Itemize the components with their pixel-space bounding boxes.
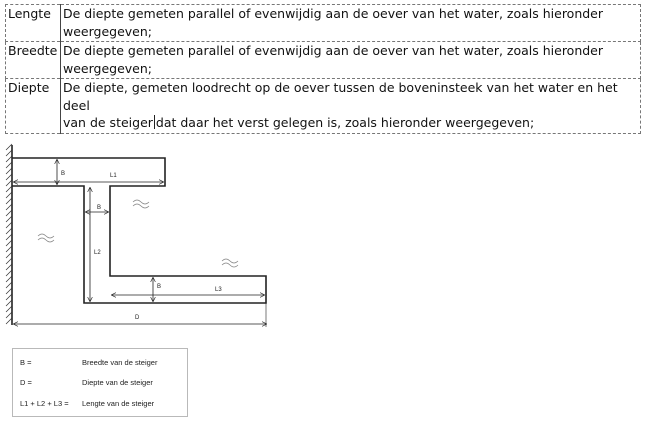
- definition-term: Diepte: [6, 79, 61, 134]
- definition-row-lengte: [6, 5, 641, 42]
- legend-row: [20, 356, 183, 368]
- legend-term: L1 + L2 + L3 =: [20, 398, 69, 408]
- label-b-bottom: B: [157, 284, 162, 290]
- jetty-outline: [12, 158, 266, 303]
- definition-row-diepte: [6, 79, 641, 134]
- definition-description: [61, 79, 641, 134]
- definition-line: weergegeven;: [63, 60, 152, 76]
- definition-line: dat daar het verst gelegen is, zoals hieronder weergegeven;: [155, 115, 535, 130]
- water-wave-icon: [222, 259, 238, 267]
- text-cursor: [154, 115, 155, 129]
- definition-line: De diepte gemeten parallel of evenwijdig aan de oever van het water, zoals hieronder: [63, 43, 604, 58]
- legend-definition: Diepte van de steiger: [82, 377, 153, 387]
- label-l3: L3: [215, 287, 222, 293]
- definition-line: van de steiger: [63, 115, 153, 130]
- water-wave-icon: [38, 234, 54, 242]
- jetty-diagram: [0, 140, 290, 335]
- label-b-mid: B: [97, 205, 102, 211]
- definition-description: [61, 42, 641, 79]
- definition-line: De diepte gemeten parallel of evenwijdig aan de oever van het water, zoals hieronder: [63, 6, 604, 21]
- definition-line: weergegeven;: [63, 23, 152, 39]
- shore-wall: [6, 144, 12, 325]
- label-l1: L1: [110, 173, 117, 179]
- definitions-table: [5, 4, 641, 134]
- definition-line: De diepte, gemeten loodrecht op de oever tussen de boveninsteek van het water en het deel: [63, 80, 618, 113]
- label-l2: L2: [94, 250, 101, 256]
- definition-term: Lengte: [6, 5, 61, 42]
- water-wave-icon: [133, 200, 149, 208]
- legend-row: [20, 376, 183, 388]
- definition-term: Breedte: [6, 42, 61, 79]
- definition-row-breedte: [6, 42, 641, 79]
- legend-definition: Breedte van de steiger: [82, 357, 158, 367]
- legend-term: D =: [20, 377, 32, 387]
- legend-box: [12, 348, 188, 417]
- legend-term: B =: [20, 357, 32, 367]
- label-b-top: B: [61, 171, 66, 177]
- label-d: D: [135, 315, 140, 321]
- legend-row: [20, 397, 183, 409]
- legend-definition: Lengte van de steiger: [82, 398, 155, 408]
- definition-description: [61, 5, 641, 42]
